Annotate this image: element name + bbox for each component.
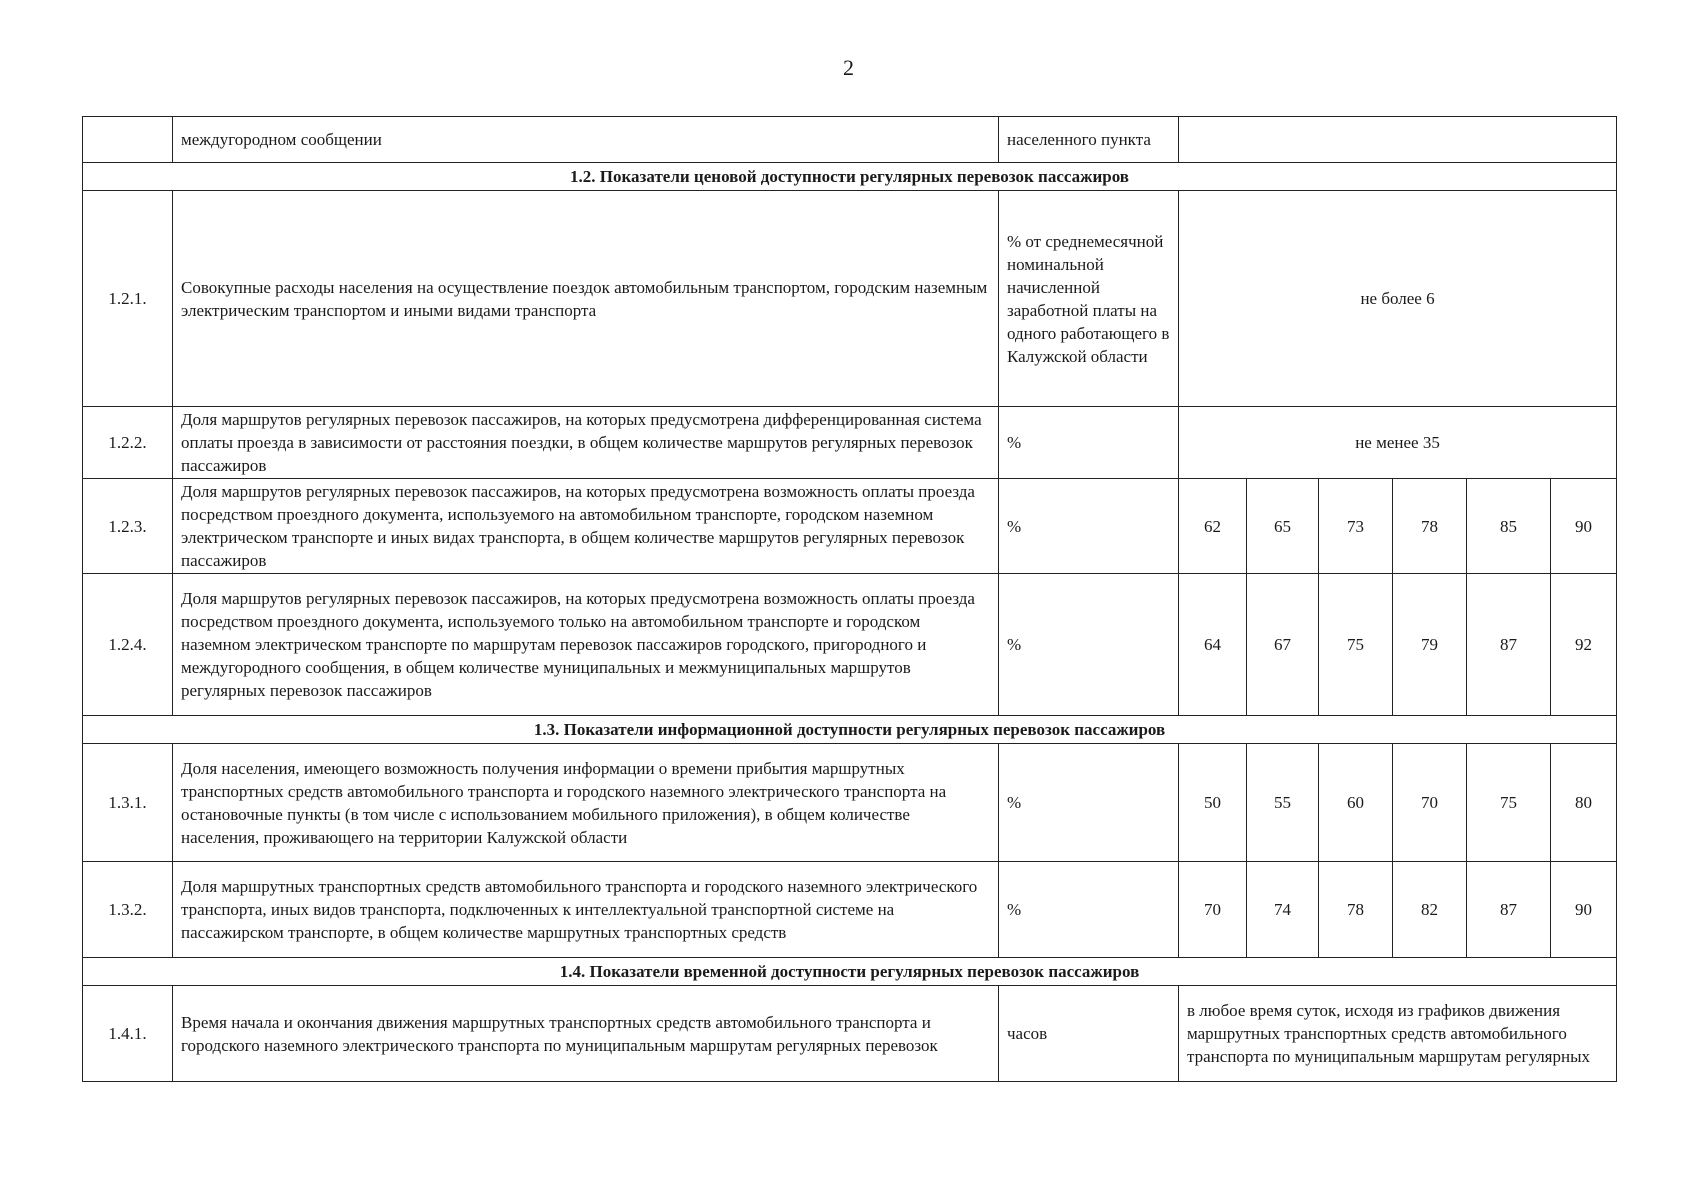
row-value: 67: [1247, 574, 1319, 716]
row-value: 90: [1551, 862, 1617, 958]
row-merged-value: не более 6: [1179, 191, 1617, 407]
section-title: 1.3. Показатели информационной доступности регулярных перевозок пассажиров: [83, 716, 1617, 744]
row-number: 1.2.1.: [83, 191, 173, 407]
row-value: 64: [1179, 574, 1247, 716]
table-row: [83, 407, 1617, 479]
table-row: [83, 862, 1617, 958]
row-description: Доля маршрутных транспортных средств автомобильного транспорта и городского наземного электрического транспорта, иных видов транспорта, подключенных к интеллектуальной транспортной системе на пассажирском транспорте, в общем количестве маршрутных транспортных средств: [173, 862, 999, 958]
row-value: 74: [1247, 862, 1319, 958]
row-value: [1179, 117, 1617, 163]
table-row: [83, 191, 1617, 407]
row-merged-note: в любое время суток, исходя из графиков движения маршрутных транспортных средств автомобильного транспорта по муниципальным маршрутам регулярных: [1179, 986, 1617, 1082]
row-description: Доля маршрутов регулярных перевозок пассажиров, на которых предусмотрена возможность оплаты проезда посредством проездного документа, используемого только на автомобильном транспорте и городском наземном электрическом транспорте по маршрутам перевозок пассажиров городского, пригородного и междугородного сообщения, в общем количестве муниципальных и межмуниципальных маршрутов регулярных перевозок пассажиров: [173, 574, 999, 716]
row-unit: %: [999, 744, 1179, 862]
indicators-table: [82, 116, 1617, 1082]
row-value: 85: [1467, 479, 1551, 574]
row-unit: населенного пункта: [999, 117, 1179, 163]
row-description: Совокупные расходы населения на осуществление поездок автомобильным транспортом, городским наземным электрическим транспортом и иными видами транспорта: [173, 191, 999, 407]
table-row: [83, 574, 1617, 716]
row-value: 55: [1247, 744, 1319, 862]
section-title: 1.2. Показатели ценовой доступности регулярных перевозок пассажиров: [83, 163, 1617, 191]
row-number: 1.2.4.: [83, 574, 173, 716]
row-value: 50: [1179, 744, 1247, 862]
row-unit: % от среднемесячной номинальной начисленной заработной платы на одного работающего в Калужской области: [999, 191, 1179, 407]
row-merged-value: не менее 35: [1179, 407, 1617, 479]
row-unit: %: [999, 479, 1179, 574]
row-value: 92: [1551, 574, 1617, 716]
row-value: 78: [1393, 479, 1467, 574]
section-header-row: [83, 163, 1617, 191]
row-unit: %: [999, 407, 1179, 479]
row-value: 79: [1393, 574, 1467, 716]
table-row-continuation: [83, 117, 1617, 163]
row-number: 1.2.2.: [83, 407, 173, 479]
table-row: [83, 986, 1617, 1082]
row-value: 78: [1319, 862, 1393, 958]
row-number: 1.4.1.: [83, 986, 173, 1082]
row-value: 70: [1393, 744, 1467, 862]
row-unit: %: [999, 574, 1179, 716]
row-description: междугородном сообщении: [173, 117, 999, 163]
row-unit: часов: [999, 986, 1179, 1082]
page-number: 2: [843, 55, 854, 80]
row-value: 60: [1319, 744, 1393, 862]
row-value: 75: [1319, 574, 1393, 716]
row-description: Время начала и окончания движения маршрутных транспортных средств автомобильного транспорта и городского наземного электрического транспорта по муниципальным маршрутам регулярных перевозок: [173, 986, 999, 1082]
row-description: Доля населения, имеющего возможность получения информации о времени прибытия маршрутных транспортных средств автомобильного транспорта и городского наземного электрического транспорта на остановочные пункты (в том числе с использованием мобильного приложения), в общем количестве населения, проживающего на территории Калужской области: [173, 744, 999, 862]
row-description: Доля маршрутов регулярных перевозок пассажиров, на которых предусмотрена дифференцированная система оплаты проезда в зависимости от расстояния поездки, в общем количестве маршрутов регулярных перевозок пассажиров: [173, 407, 999, 479]
row-value: 87: [1467, 574, 1551, 716]
row-value: 87: [1467, 862, 1551, 958]
row-number: [83, 117, 173, 163]
row-value: 82: [1393, 862, 1467, 958]
row-value: 75: [1467, 744, 1551, 862]
row-value: 62: [1179, 479, 1247, 574]
section-title: 1.4. Показатели временной доступности регулярных перевозок пассажиров: [83, 958, 1617, 986]
section-header-row: [83, 716, 1617, 744]
row-number: 1.3.1.: [83, 744, 173, 862]
table-row: [83, 744, 1617, 862]
table-row: [83, 479, 1617, 574]
section-header-row: [83, 958, 1617, 986]
row-description: Доля маршрутов регулярных перевозок пассажиров, на которых предусмотрена возможность оплаты проезда посредством проездного документа, используемого на автомобильном транспорте, городском наземном электрическом транспорте и иных видах транспорта, в общем количестве маршрутов регулярных перевозок пассажиров: [173, 479, 999, 574]
row-number: 1.3.2.: [83, 862, 173, 958]
row-value: 65: [1247, 479, 1319, 574]
row-value: 90: [1551, 479, 1617, 574]
row-value: 70: [1179, 862, 1247, 958]
row-value: 80: [1551, 744, 1617, 862]
row-value: 73: [1319, 479, 1393, 574]
row-number: 1.2.3.: [83, 479, 173, 574]
row-unit: %: [999, 862, 1179, 958]
